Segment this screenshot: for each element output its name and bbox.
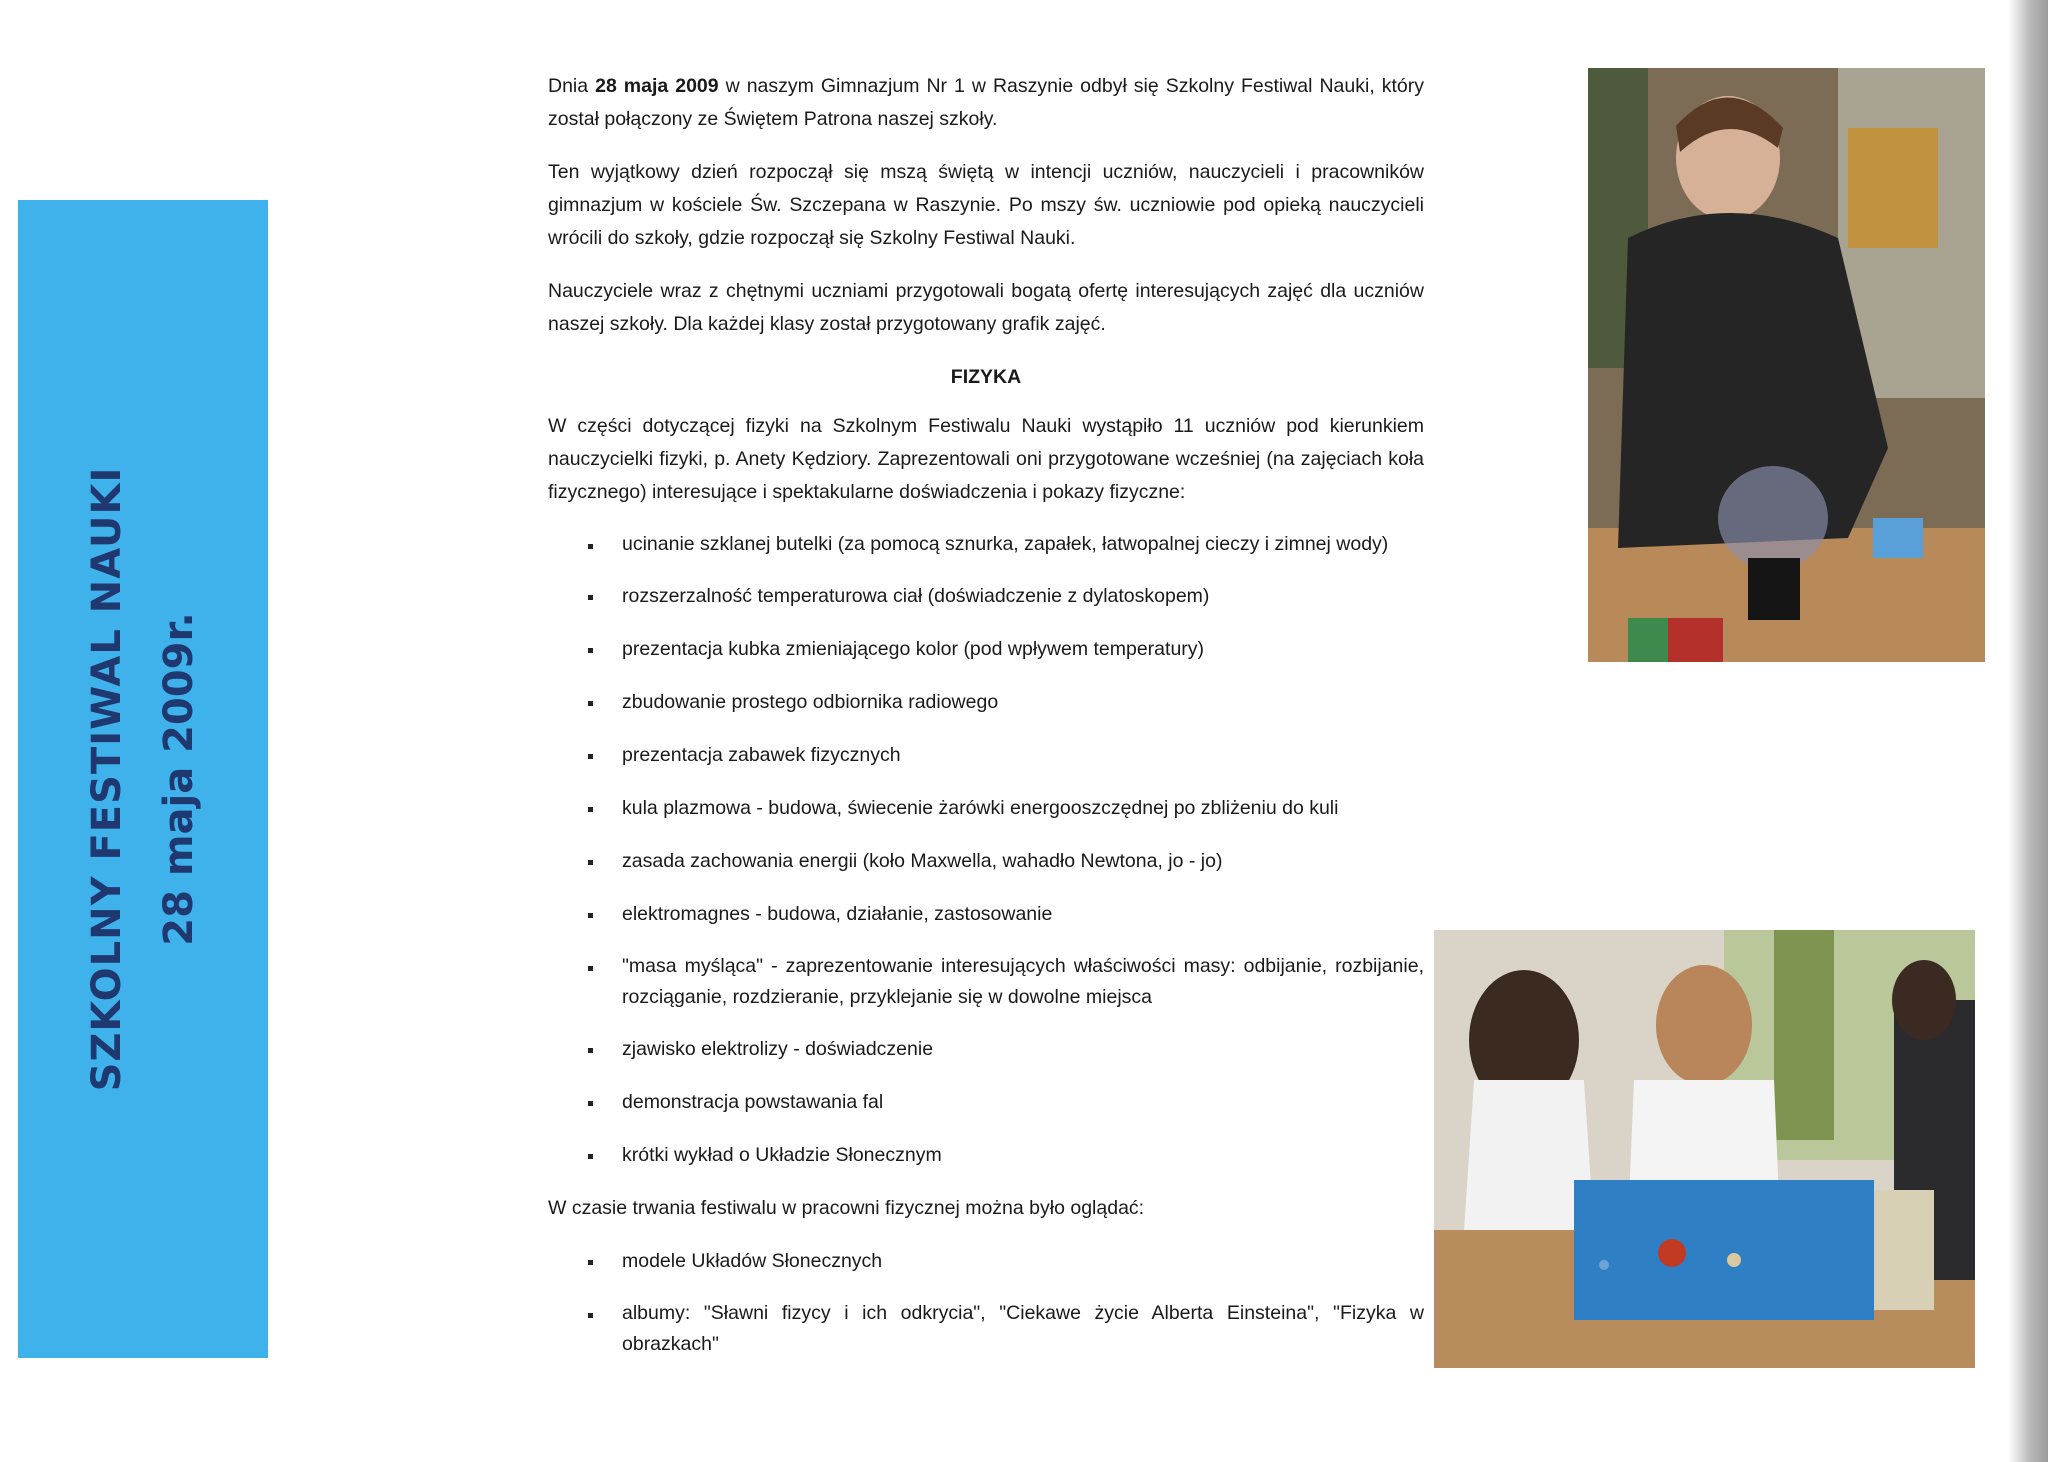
sidebar-rotated-text bbox=[18, 200, 268, 1358]
experiments-list bbox=[548, 529, 1424, 1172]
lab-intro: W czasie trwania festiwalu w pracowni fizycznej można było oglądać: bbox=[548, 1197, 1145, 1219]
list-item: prezentacja zabawek fizycznych bbox=[548, 739, 1424, 772]
list-item: elektromagnes - budowa, działanie, zastosowanie bbox=[548, 898, 1424, 931]
plasma-ball-photo bbox=[1588, 68, 1985, 662]
sidebar-date: 28 maja 2009r. bbox=[156, 612, 202, 946]
list-item: zjawisko elektrolizy - doświadczenie bbox=[548, 1033, 1424, 1066]
list-item: ucinanie szklanej butelki (za pomocą sznurka, zapałek, łatwopalnej cieczy i zimnej wody) bbox=[548, 529, 1424, 560]
solar-system-photo bbox=[1434, 930, 1975, 1368]
list-item: demonstracja powstawania fal bbox=[548, 1086, 1424, 1119]
list-item: rozszerzalność temperaturowa ciał (doświadczenie z dylatoskopem) bbox=[548, 580, 1424, 613]
sidebar-title: SZKOLNY FESTIWAL NAUKI bbox=[84, 466, 130, 1092]
list-item: zasada zachowania energii (koło Maxwella, wahadło Newtona, jo - jo) bbox=[548, 845, 1424, 878]
physics-intro: W części dotyczącej fizyki na Szkolnym Festiwalu Nauki wystąpiło 11 uczniów pod kierunkiem nauczycielki fizyki, p. Anety Kędziory. Zaprezentowali oni przygotowane wcześniej (na zajęciach koła fizycznego) interesujące i spektakularne doświadczenia i pokazy fizyczne: bbox=[548, 415, 1424, 503]
paragraph-mass: Ten wyjątkowy dzień rozpoczął się mszą świętą w intencji uczniów, nauczycieli i pracowników gimnazjum w kościele Św. Szczepana w Raszynie. Po mszy św. uczniowie pod opieką nauczycieli wrócili do szkoły, gdzie rozpoczął się Szkolny Festiwal Nauki. bbox=[548, 161, 1424, 249]
intro-suffix: w naszym Gimnazjum Nr 1 w Raszynie odbył się Szkolny Festiwal Nauki, który został połączony ze Świętem Patrona naszej szkoły. bbox=[548, 75, 1424, 130]
article-body bbox=[548, 70, 1424, 1380]
section-heading: FIZYKA bbox=[950, 366, 1022, 388]
list-item: albumy: "Sławni fizycy i ich odkrycia", "Ciekawe życie Alberta Einsteina", "Fizyka w obrazkach" bbox=[548, 1298, 1424, 1360]
intro-paragraph bbox=[548, 70, 1424, 136]
intro-date: 28 maja 2009 bbox=[595, 75, 719, 97]
list-item: krótki wykład o Układzie Słonecznym bbox=[548, 1139, 1424, 1172]
sidebar-banner bbox=[18, 200, 268, 1358]
list-item: "masa myśląca" - zaprezentowanie interesujących właściwości masy: odbijanie, rozbijanie, rozciąganie, rozdzieranie, przyklejanie się w dowolne miejsca bbox=[548, 951, 1424, 1013]
list-item: modele Układów Słonecznych bbox=[548, 1245, 1424, 1278]
list-item: kula plazmowa - budowa, świecenie żarówki energooszczędnej po zbliżeniu do kuli bbox=[548, 792, 1424, 825]
intro-prefix: Dnia bbox=[548, 75, 596, 97]
list-item: prezentacja kubka zmieniającego kolor (pod wpływem temperatury) bbox=[548, 633, 1424, 666]
paragraph-teachers: Nauczyciele wraz z chętnymi uczniami przygotowali bogatą ofertę interesujących zajęć dla uczniów naszej szkoły. Dla każdej klasy został przygotowany grafik zajęć. bbox=[548, 280, 1424, 335]
page-binding-shadow bbox=[2008, 0, 2048, 1462]
lab-list bbox=[548, 1245, 1424, 1360]
list-item: zbudowanie prostego odbiornika radiowego bbox=[548, 686, 1424, 719]
